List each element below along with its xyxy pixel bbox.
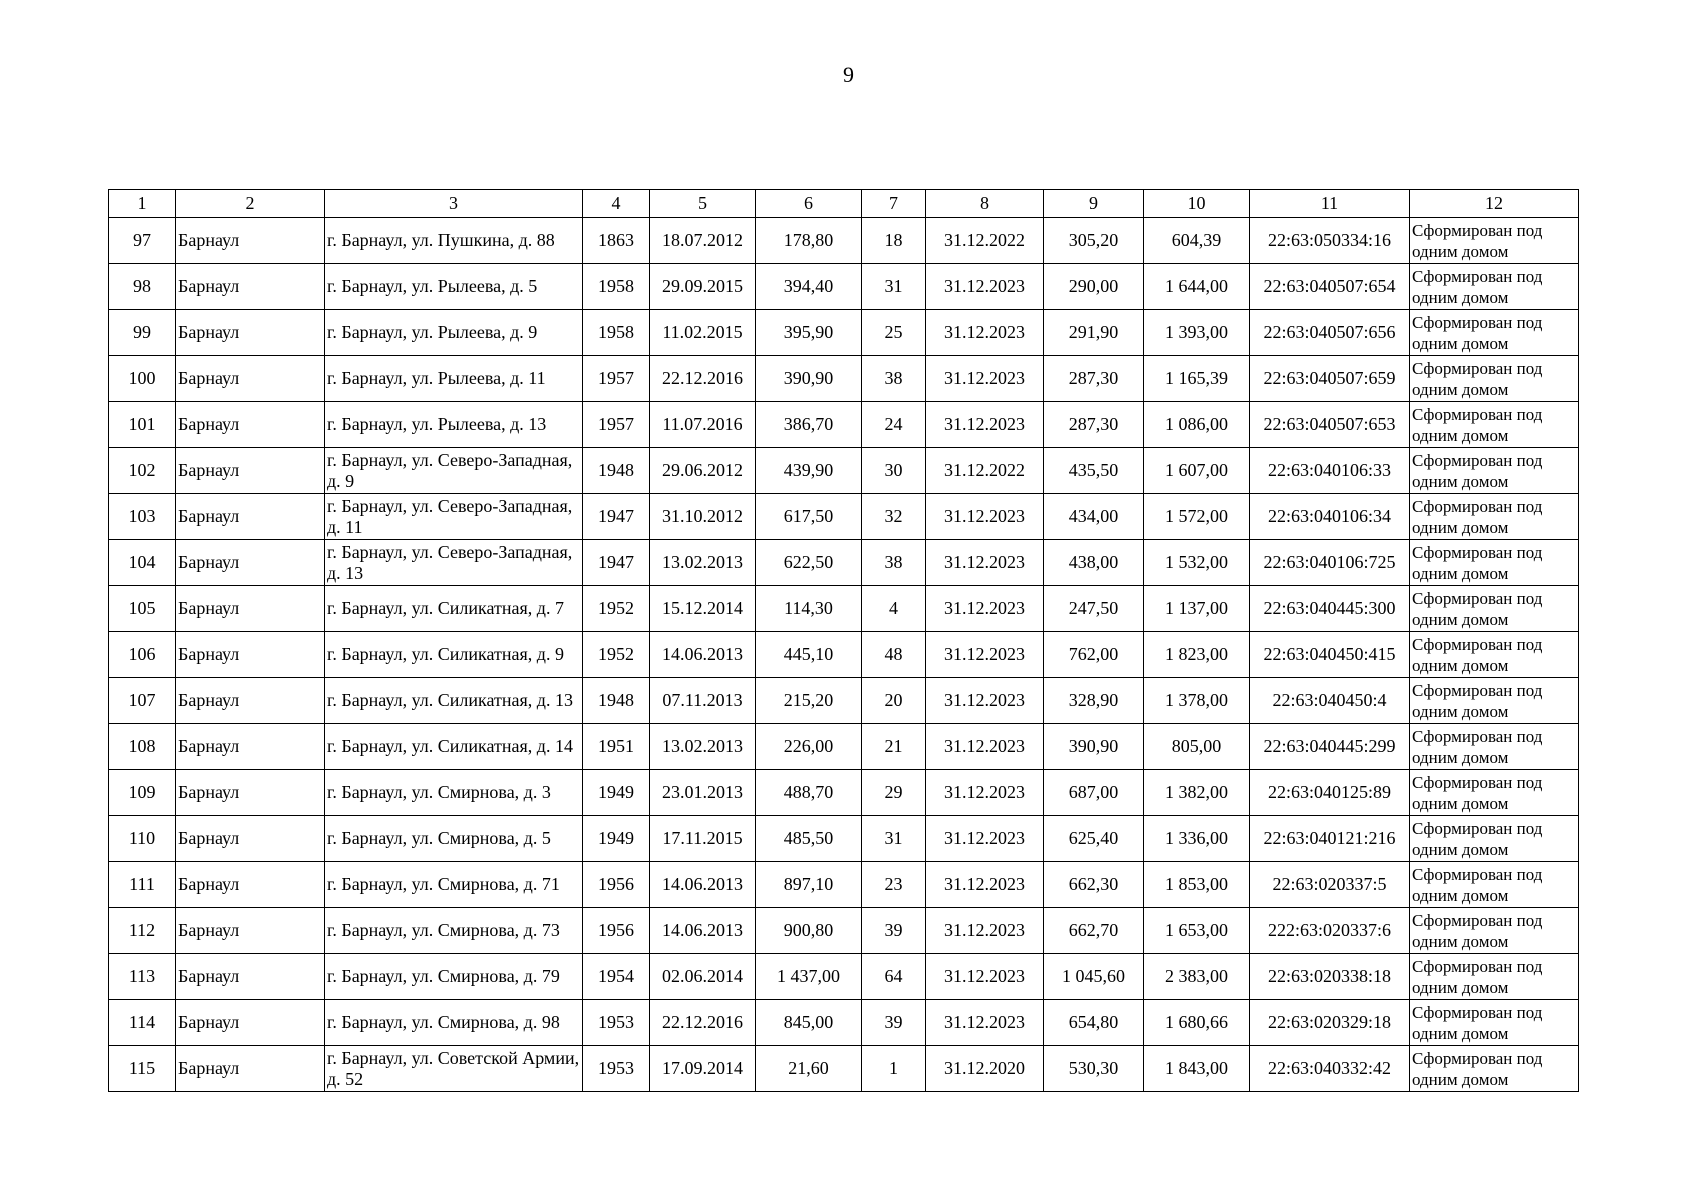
cell-row-number: 107 [109, 678, 176, 724]
cell-year-built: 1952 [583, 586, 650, 632]
cell-address: г. Барнаул, ул. Смирнова, д. 79 [325, 954, 583, 1000]
cell-residents: 31 [862, 816, 926, 862]
cell-value-10: 1 378,00 [1144, 678, 1250, 724]
cell-date: 14.06.2013 [650, 908, 756, 954]
cell-date: 02.06.2014 [650, 954, 756, 1000]
table-row [109, 1000, 1579, 1046]
table-row [109, 816, 1579, 862]
cell-city: Барнаул [176, 494, 325, 540]
cell-row-number: 104 [109, 540, 176, 586]
cell-cadastral-number: 22:63:040450:415 [1250, 632, 1410, 678]
cell-value-9: 438,00 [1044, 540, 1144, 586]
cell-deadline: 31.12.2023 [926, 816, 1044, 862]
cell-cadastral-number: 22:63:050334:16 [1250, 218, 1410, 264]
cell-status: Сформирован под одним домом [1410, 540, 1579, 586]
cell-area: 21,60 [756, 1046, 862, 1092]
cell-row-number: 99 [109, 310, 176, 356]
cell-date: 31.10.2012 [650, 494, 756, 540]
cell-cadastral-number: 22:63:040106:34 [1250, 494, 1410, 540]
housing-registry-table [108, 189, 1579, 1092]
cell-residents: 38 [862, 540, 926, 586]
column-header: 5 [650, 190, 756, 218]
cell-area: 1 437,00 [756, 954, 862, 1000]
cell-status: Сформирован под одним домом [1410, 264, 1579, 310]
cell-residents: 21 [862, 724, 926, 770]
cell-city: Барнаул [176, 540, 325, 586]
cell-area: 900,80 [756, 908, 862, 954]
cell-date: 13.02.2013 [650, 540, 756, 586]
cell-address: г. Барнаул, ул. Рылеева, д. 13 [325, 402, 583, 448]
cell-year-built: 1956 [583, 862, 650, 908]
cell-deadline: 31.12.2023 [926, 310, 1044, 356]
cell-row-number: 100 [109, 356, 176, 402]
cell-year-built: 1957 [583, 402, 650, 448]
cell-value-9: 762,00 [1044, 632, 1144, 678]
cell-value-9: 662,30 [1044, 862, 1144, 908]
column-header: 9 [1044, 190, 1144, 218]
cell-value-9: 687,00 [1044, 770, 1144, 816]
column-header: 8 [926, 190, 1044, 218]
cell-address: г. Барнаул, ул. Пушкина, д. 88 [325, 218, 583, 264]
cell-residents: 29 [862, 770, 926, 816]
cell-cadastral-number: 22:63:040121:216 [1250, 816, 1410, 862]
cell-area: 390,90 [756, 356, 862, 402]
cell-value-10: 1 393,00 [1144, 310, 1250, 356]
cell-address: г. Барнаул, ул. Советской Армии, д. 52 [325, 1046, 583, 1092]
table-row [109, 356, 1579, 402]
cell-area: 215,20 [756, 678, 862, 724]
cell-address: г. Барнаул, ул. Смирнова, д. 73 [325, 908, 583, 954]
cell-date: 14.06.2013 [650, 862, 756, 908]
cell-residents: 23 [862, 862, 926, 908]
table-row [109, 448, 1579, 494]
cell-year-built: 1958 [583, 264, 650, 310]
table-row [109, 540, 1579, 586]
cell-value-9: 291,90 [1044, 310, 1144, 356]
cell-city: Барнаул [176, 770, 325, 816]
cell-status: Сформирован под одним домом [1410, 218, 1579, 264]
cell-city: Барнаул [176, 678, 325, 724]
cell-residents: 25 [862, 310, 926, 356]
cell-year-built: 1863 [583, 218, 650, 264]
column-header: 10 [1144, 190, 1250, 218]
cell-address: г. Барнаул, ул. Северо-Западная, д. 13 [325, 540, 583, 586]
column-header: 6 [756, 190, 862, 218]
table-row [109, 218, 1579, 264]
cell-deadline: 31.12.2022 [926, 218, 1044, 264]
cell-date: 29.09.2015 [650, 264, 756, 310]
cell-value-9: 435,50 [1044, 448, 1144, 494]
cell-value-10: 1 382,00 [1144, 770, 1250, 816]
cell-value-10: 604,39 [1144, 218, 1250, 264]
cell-value-9: 434,00 [1044, 494, 1144, 540]
cell-address: г. Барнаул, ул. Рылеева, д. 5 [325, 264, 583, 310]
table-row [109, 1046, 1579, 1092]
cell-address: г. Барнаул, ул. Рылеева, д. 11 [325, 356, 583, 402]
cell-area: 226,00 [756, 724, 862, 770]
cell-date: 11.07.2016 [650, 402, 756, 448]
cell-residents: 20 [862, 678, 926, 724]
cell-year-built: 1949 [583, 770, 650, 816]
cell-deadline: 31.12.2023 [926, 862, 1044, 908]
cell-deadline: 31.12.2023 [926, 678, 1044, 724]
cell-row-number: 111 [109, 862, 176, 908]
cell-date: 07.11.2013 [650, 678, 756, 724]
cell-residents: 48 [862, 632, 926, 678]
cell-year-built: 1953 [583, 1046, 650, 1092]
cell-value-10: 1 137,00 [1144, 586, 1250, 632]
cell-cadastral-number: 22:63:020329:18 [1250, 1000, 1410, 1046]
cell-value-10: 1 607,00 [1144, 448, 1250, 494]
cell-year-built: 1948 [583, 448, 650, 494]
cell-address: г. Барнаул, ул. Смирнова, д. 71 [325, 862, 583, 908]
cell-row-number: 106 [109, 632, 176, 678]
cell-date: 11.02.2015 [650, 310, 756, 356]
cell-residents: 30 [862, 448, 926, 494]
cell-value-10: 1 165,39 [1144, 356, 1250, 402]
cell-deadline: 31.12.2022 [926, 448, 1044, 494]
cell-value-10: 1 644,00 [1144, 264, 1250, 310]
cell-residents: 4 [862, 586, 926, 632]
cell-row-number: 108 [109, 724, 176, 770]
cell-row-number: 115 [109, 1046, 176, 1092]
cell-row-number: 103 [109, 494, 176, 540]
cell-area: 485,50 [756, 816, 862, 862]
cell-area: 445,10 [756, 632, 862, 678]
table-row [109, 862, 1579, 908]
cell-value-9: 328,90 [1044, 678, 1144, 724]
cell-area: 488,70 [756, 770, 862, 816]
cell-city: Барнаул [176, 954, 325, 1000]
cell-residents: 32 [862, 494, 926, 540]
cell-row-number: 101 [109, 402, 176, 448]
cell-year-built: 1956 [583, 908, 650, 954]
cell-value-9: 1 045,60 [1044, 954, 1144, 1000]
cell-status: Сформирован под одним домом [1410, 494, 1579, 540]
cell-status: Сформирован под одним домом [1410, 310, 1579, 356]
table-row [109, 632, 1579, 678]
cell-year-built: 1957 [583, 356, 650, 402]
cell-deadline: 31.12.2023 [926, 724, 1044, 770]
cell-value-9: 290,00 [1044, 264, 1144, 310]
cell-status: Сформирован под одним домом [1410, 632, 1579, 678]
cell-value-10: 1 653,00 [1144, 908, 1250, 954]
table-row [109, 908, 1579, 954]
cell-deadline: 31.12.2023 [926, 954, 1044, 1000]
cell-address: г. Барнаул, ул. Смирнова, д. 98 [325, 1000, 583, 1046]
cell-cadastral-number: 22:63:040507:653 [1250, 402, 1410, 448]
cell-row-number: 98 [109, 264, 176, 310]
cell-city: Барнаул [176, 448, 325, 494]
cell-deadline: 31.12.2023 [926, 908, 1044, 954]
cell-year-built: 1947 [583, 540, 650, 586]
cell-city: Барнаул [176, 816, 325, 862]
cell-value-10: 1 680,66 [1144, 1000, 1250, 1046]
cell-value-10: 1 572,00 [1144, 494, 1250, 540]
cell-status: Сформирован под одним домом [1410, 1000, 1579, 1046]
cell-value-10: 1 336,00 [1144, 816, 1250, 862]
cell-area: 439,90 [756, 448, 862, 494]
cell-date: 15.12.2014 [650, 586, 756, 632]
cell-status: Сформирован под одним домом [1410, 586, 1579, 632]
cell-city: Барнаул [176, 1046, 325, 1092]
cell-cadastral-number: 22:63:040125:89 [1250, 770, 1410, 816]
cell-cadastral-number: 22:63:040332:42 [1250, 1046, 1410, 1092]
cell-deadline: 31.12.2020 [926, 1046, 1044, 1092]
cell-value-10: 1 843,00 [1144, 1046, 1250, 1092]
cell-area: 622,50 [756, 540, 862, 586]
cell-residents: 18 [862, 218, 926, 264]
cell-city: Барнаул [176, 356, 325, 402]
page-number: 9 [843, 62, 854, 87]
cell-value-9: 625,40 [1044, 816, 1144, 862]
cell-value-10: 2 383,00 [1144, 954, 1250, 1000]
cell-date: 13.02.2013 [650, 724, 756, 770]
column-header: 4 [583, 190, 650, 218]
cell-area: 178,80 [756, 218, 862, 264]
cell-city: Барнаул [176, 1000, 325, 1046]
cell-value-10: 1 086,00 [1144, 402, 1250, 448]
cell-cadastral-number: 22:63:040106:33 [1250, 448, 1410, 494]
cell-address: г. Барнаул, ул. Смирнова, д. 5 [325, 816, 583, 862]
cell-city: Барнаул [176, 586, 325, 632]
cell-row-number: 112 [109, 908, 176, 954]
cell-cadastral-number: 22:63:040507:659 [1250, 356, 1410, 402]
cell-cadastral-number: 22:63:040507:654 [1250, 264, 1410, 310]
cell-status: Сформирован под одним домом [1410, 954, 1579, 1000]
table-body [109, 218, 1579, 1092]
cell-deadline: 31.12.2023 [926, 770, 1044, 816]
cell-residents: 31 [862, 264, 926, 310]
table-row [109, 724, 1579, 770]
cell-address: г. Барнаул, ул. Рылеева, д. 9 [325, 310, 583, 356]
cell-cadastral-number: 22:63:040450:4 [1250, 678, 1410, 724]
cell-address: г. Барнаул, ул. Смирнова, д. 3 [325, 770, 583, 816]
cell-year-built: 1951 [583, 724, 650, 770]
cell-cadastral-number: 22:63:040445:299 [1250, 724, 1410, 770]
cell-deadline: 31.12.2023 [926, 632, 1044, 678]
cell-row-number: 97 [109, 218, 176, 264]
cell-cadastral-number: 222:63:020337:6 [1250, 908, 1410, 954]
cell-value-10: 805,00 [1144, 724, 1250, 770]
cell-residents: 24 [862, 402, 926, 448]
cell-year-built: 1949 [583, 816, 650, 862]
table-row [109, 586, 1579, 632]
cell-address: г. Барнаул, ул. Силикатная, д. 7 [325, 586, 583, 632]
cell-area: 386,70 [756, 402, 862, 448]
cell-row-number: 110 [109, 816, 176, 862]
cell-date: 14.06.2013 [650, 632, 756, 678]
cell-year-built: 1958 [583, 310, 650, 356]
cell-area: 897,10 [756, 862, 862, 908]
cell-deadline: 31.12.2023 [926, 540, 1044, 586]
cell-row-number: 109 [109, 770, 176, 816]
column-header: 1 [109, 190, 176, 218]
cell-address: г. Барнаул, ул. Северо-Западная, д. 9 [325, 448, 583, 494]
cell-value-9: 390,90 [1044, 724, 1144, 770]
table-row [109, 954, 1579, 1000]
cell-address: г. Барнаул, ул. Силикатная, д. 9 [325, 632, 583, 678]
cell-year-built: 1948 [583, 678, 650, 724]
cell-value-10: 1 823,00 [1144, 632, 1250, 678]
cell-value-9: 287,30 [1044, 356, 1144, 402]
cell-address: г. Барнаул, ул. Северо-Западная, д. 11 [325, 494, 583, 540]
cell-year-built: 1954 [583, 954, 650, 1000]
cell-row-number: 114 [109, 1000, 176, 1046]
cell-status: Сформирован под одним домом [1410, 770, 1579, 816]
cell-row-number: 105 [109, 586, 176, 632]
cell-deadline: 31.12.2023 [926, 402, 1044, 448]
cell-deadline: 31.12.2023 [926, 264, 1044, 310]
column-header: 11 [1250, 190, 1410, 218]
cell-date: 23.01.2013 [650, 770, 756, 816]
cell-city: Барнаул [176, 310, 325, 356]
cell-year-built: 1947 [583, 494, 650, 540]
cell-area: 114,30 [756, 586, 862, 632]
cell-cadastral-number: 22:63:020337:5 [1250, 862, 1410, 908]
cell-status: Сформирован под одним домом [1410, 448, 1579, 494]
cell-status: Сформирован под одним домом [1410, 724, 1579, 770]
cell-deadline: 31.12.2023 [926, 1000, 1044, 1046]
cell-deadline: 31.12.2023 [926, 494, 1044, 540]
cell-date: 22.12.2016 [650, 356, 756, 402]
header-row [109, 190, 1579, 218]
cell-value-9: 530,30 [1044, 1046, 1144, 1092]
cell-value-9: 287,30 [1044, 402, 1144, 448]
cell-city: Барнаул [176, 908, 325, 954]
cell-deadline: 31.12.2023 [926, 356, 1044, 402]
cell-city: Барнаул [176, 862, 325, 908]
cell-value-10: 1 532,00 [1144, 540, 1250, 586]
cell-row-number: 113 [109, 954, 176, 1000]
cell-city: Барнаул [176, 264, 325, 310]
table-row [109, 770, 1579, 816]
cell-date: 17.11.2015 [650, 816, 756, 862]
cell-cadastral-number: 22:63:040106:725 [1250, 540, 1410, 586]
cell-status: Сформирован под одним домом [1410, 356, 1579, 402]
cell-area: 395,90 [756, 310, 862, 356]
table-row [109, 264, 1579, 310]
column-header: 7 [862, 190, 926, 218]
cell-address: г. Барнаул, ул. Силикатная, д. 14 [325, 724, 583, 770]
cell-residents: 38 [862, 356, 926, 402]
cell-status: Сформирован под одним домом [1410, 816, 1579, 862]
cell-date: 18.07.2012 [650, 218, 756, 264]
cell-status: Сформирован под одним домом [1410, 1046, 1579, 1092]
cell-status: Сформирован под одним домом [1410, 862, 1579, 908]
table-row [109, 494, 1579, 540]
cell-area: 394,40 [756, 264, 862, 310]
cell-value-9: 305,20 [1044, 218, 1144, 264]
cell-cadastral-number: 22:63:040507:656 [1250, 310, 1410, 356]
cell-status: Сформирован под одним домом [1410, 908, 1579, 954]
cell-city: Барнаул [176, 402, 325, 448]
cell-residents: 1 [862, 1046, 926, 1092]
cell-status: Сформирован под одним домом [1410, 402, 1579, 448]
cell-city: Барнаул [176, 632, 325, 678]
cell-value-9: 247,50 [1044, 586, 1144, 632]
cell-cadastral-number: 22:63:020338:18 [1250, 954, 1410, 1000]
cell-status: Сформирован под одним домом [1410, 678, 1579, 724]
cell-date: 17.09.2014 [650, 1046, 756, 1092]
cell-cadastral-number: 22:63:040445:300 [1250, 586, 1410, 632]
cell-city: Барнаул [176, 724, 325, 770]
cell-residents: 64 [862, 954, 926, 1000]
cell-area: 617,50 [756, 494, 862, 540]
cell-residents: 39 [862, 908, 926, 954]
cell-year-built: 1953 [583, 1000, 650, 1046]
cell-value-10: 1 853,00 [1144, 862, 1250, 908]
cell-deadline: 31.12.2023 [926, 586, 1044, 632]
cell-year-built: 1952 [583, 632, 650, 678]
column-header: 2 [176, 190, 325, 218]
cell-value-9: 662,70 [1044, 908, 1144, 954]
cell-row-number: 102 [109, 448, 176, 494]
cell-city: Барнаул [176, 218, 325, 264]
table-row [109, 678, 1579, 724]
table-row [109, 310, 1579, 356]
table-row [109, 402, 1579, 448]
cell-residents: 39 [862, 1000, 926, 1046]
column-header: 3 [325, 190, 583, 218]
cell-address: г. Барнаул, ул. Силикатная, д. 13 [325, 678, 583, 724]
cell-value-9: 654,80 [1044, 1000, 1144, 1046]
column-header: 12 [1410, 190, 1579, 218]
cell-date: 29.06.2012 [650, 448, 756, 494]
cell-area: 845,00 [756, 1000, 862, 1046]
cell-date: 22.12.2016 [650, 1000, 756, 1046]
